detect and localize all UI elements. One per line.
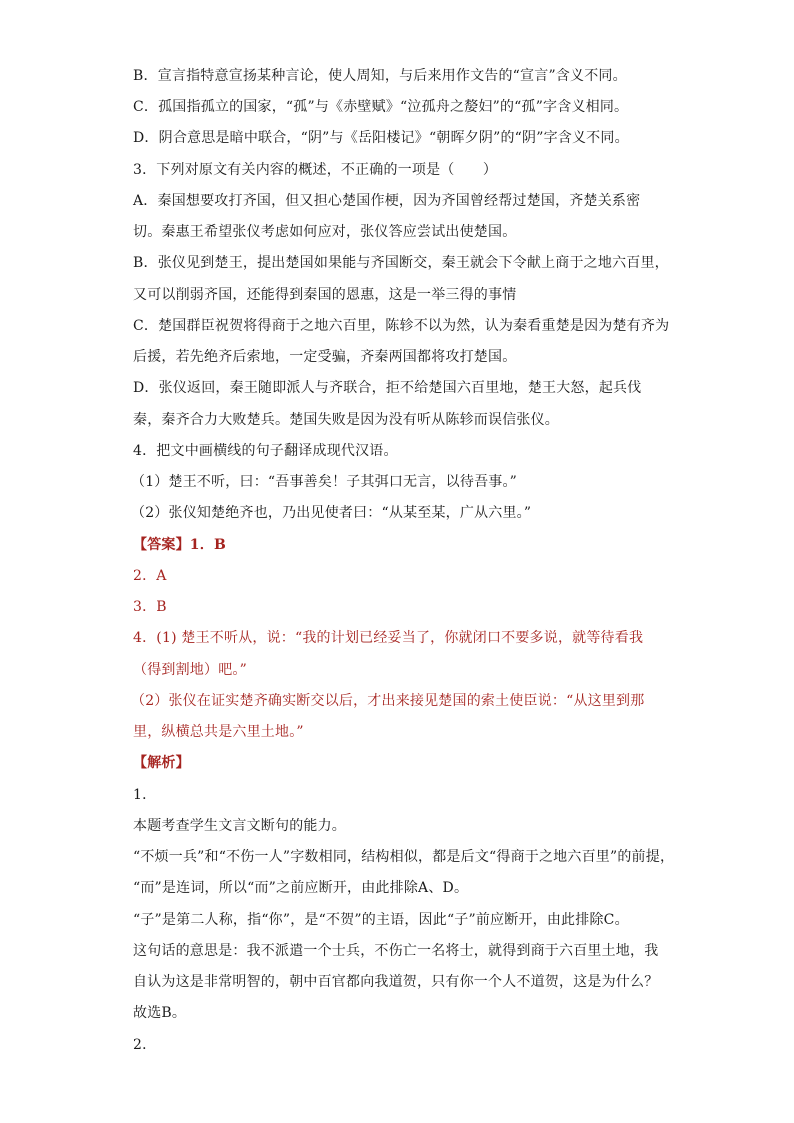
text-line: B．宣言指特意宣扬某种言论，使人周知，与后来用作文告的“宣言”含义不同。 [133,68,627,84]
text-line: 故选B。 [133,1005,187,1021]
text-line: “不烦一兵”和“不伤一人”字数相同，结构相似，都是后文“得商于之地六百里”的前提， [133,849,675,865]
text-line: 【解析】 [133,755,190,771]
text-line: 2． [133,1037,157,1053]
text-line: 自认为这是非常明智的，朝中百官都向我道贺，只有你一个人不道贺，这是为什么？ [133,974,659,990]
text-line: 后援，若先绝齐后索地，一定受骗，齐秦两国都将攻打楚国。 [133,349,517,365]
text-line: 4．把文中画横线的句子翻译成现代汉语。 [133,443,398,459]
text-line: 本题考查学生文言文断句的能力。 [133,818,346,834]
text-line: 3．下列对原文有关内容的概述，不正确的一项是（ ） [133,162,498,178]
text-line: （1）楚王不听，曰：“吾事善矣！子其弭口无言，以待吾事。” [131,474,518,490]
text-line: 2．A [133,568,167,584]
text-line: B．张仪见到楚王，提出楚国如果能与齐国断交，秦王就会下令献上商于之地六百里， [133,255,669,271]
text-line: 【答案】1．B [133,537,226,553]
text-line: 切。秦惠王希望张仪考虑如何应对，张仪答应尝试出使楚国。 [133,224,517,240]
text-line: C．楚国群臣祝贺将得商于之地六百里，陈轸不以为然，认为秦看重楚是因为楚有齐为 [133,318,670,334]
text-line: A．秦国想要攻打齐国，但又担心楚国作梗，因为齐国曾经帮过楚国，齐楚关系密 [133,193,641,209]
text-line: （得到割地）吧。” [133,662,247,678]
text-line: 3．B [133,599,167,615]
text-line: D．张仪返回，秦王随即派人与齐联合，拒不给楚国六百里地，楚王大怒，起兵伐 [133,380,642,396]
text-line: D．阴合意思是暗中联合，“阴”与《岳阳楼记》“朝晖夕阴”的“阴”字含义不同。 [133,130,629,146]
text-line: （2）张仪在证实楚齐确实断交以后，才出来接见楚国的索土使臣说：“从这里到那 [131,693,645,709]
text-line: 4．(1) 楚王不听从，说：“我的计划已经妥当了，你就闭口不要多说，就等待看我 [133,630,644,646]
text-line: 又可以削弱齐国，还能得到秦国的恩惠，这是一举三得的事情 [133,287,517,303]
text-line: C．孤国指孤立的国家，“孤”与《赤壁赋》“泣孤舟之嫠妇”的“孤”字含义相同。 [133,99,629,115]
text-line: （2）张仪知楚绝齐也，乃出见使者曰：“从某至某，广从六里。” [131,505,532,521]
text-line: “子”是第二人称，指“你”，是“不贺”的主语，因此“子”前应断开，由此排除C。 [133,912,629,928]
text-line: “而”是连词，所以“而”之前应断开，由此排除A、D。 [133,880,469,896]
text-line: 里，纵横总共是六里土地。” [133,724,304,740]
text-line: 1． [133,787,157,803]
text-line: 这句话的意思是：我不派遣一个士兵，不伤亡一名将士，就得到商于六百里土地，我 [133,943,659,959]
text-line: 秦，秦齐合力大败楚兵。楚国失败是因为没有听从陈轸而误信张仪。 [133,412,559,428]
